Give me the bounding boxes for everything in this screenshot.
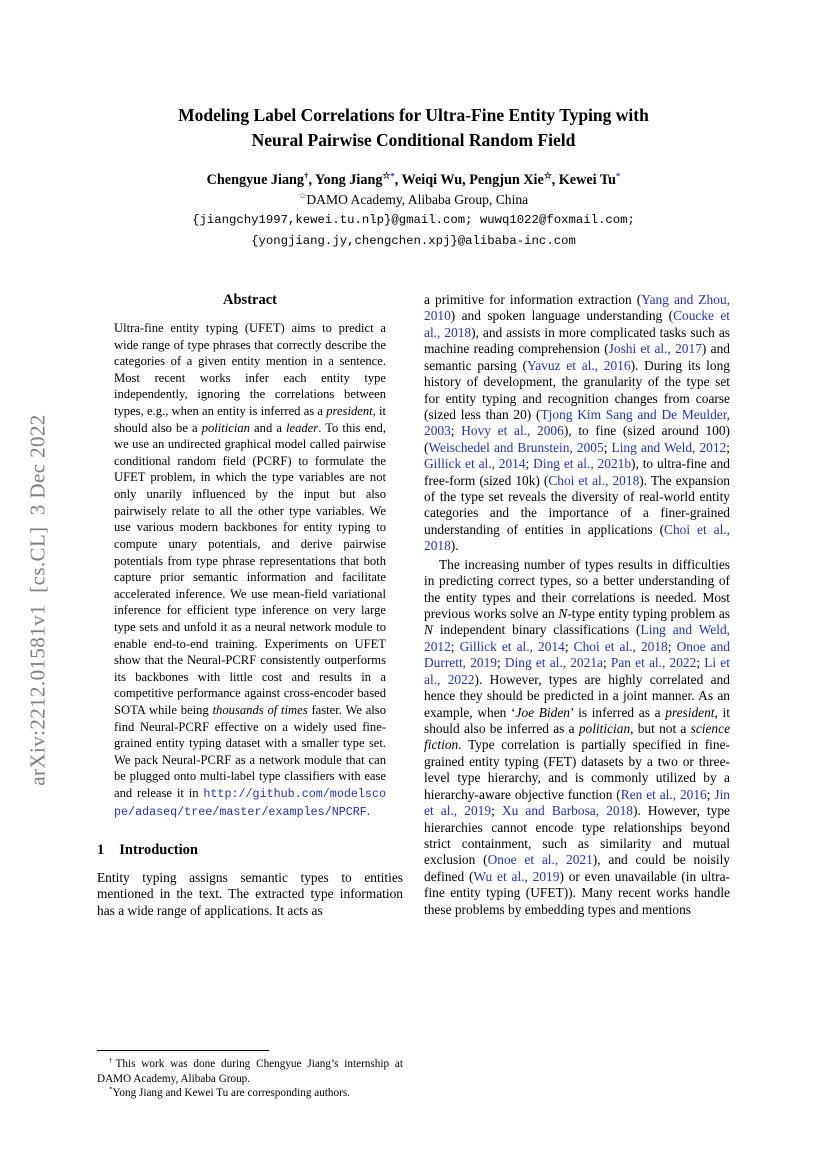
text-segment: ; <box>564 638 574 654</box>
abstract-body <box>114 320 386 820</box>
text-segment: ) and semantic parsing ( <box>424 341 730 373</box>
text-segment: ; <box>496 655 505 671</box>
text-segment: ) or even unavailable (in ultra-fine entity typing (UFET)). Many recent works handle these problems by embedding types and mentions <box>424 868 730 917</box>
affiliation-line <box>97 192 730 208</box>
text-segment: , <box>551 171 559 188</box>
arxiv-watermark: arXiv:2212.01581v1 [cs.CL] 3 Dec 2022 <box>25 414 50 786</box>
text-segment: Weiqi Wu <box>401 171 463 188</box>
text-segment: ). During its long history of development, the granularity of the type set for entity typing and recognition changes from coarse (sized less than 20) ( <box>424 357 730 422</box>
text-segment: and a <box>249 420 286 435</box>
text-segment: Joe Biden <box>515 704 570 720</box>
text-segment: ’ is inferred as a <box>569 704 666 720</box>
abstract-section <box>97 292 403 820</box>
citation-link[interactable]: Gillick et al., 2014 <box>424 456 526 472</box>
text-segment: president <box>665 704 715 720</box>
citation-link[interactable]: Weischedel and Brunstein, 2005 <box>428 439 604 455</box>
abstract-heading: Abstract <box>223 292 277 308</box>
citation-link[interactable]: Ding et al., 2021b <box>533 456 632 472</box>
text-segment: , it should also be a <box>114 404 386 435</box>
title-line: Modeling Label Correlations for Ultra-Fine Entity Typing with <box>178 105 649 125</box>
left-column <box>97 292 403 919</box>
text-segment: ; <box>602 655 611 671</box>
paper-header <box>97 103 730 251</box>
email-line-2: {yongjiang.jy,chengchen.xpj}@alibaba-inc.com <box>251 233 576 248</box>
paper-title <box>97 103 730 153</box>
text-segment: Kewei Tu <box>558 171 616 188</box>
citation-link[interactable]: Yang and Zhou, 2010 <box>424 292 730 324</box>
text-segment: a primitive for information extraction ( <box>424 292 642 307</box>
authors-line <box>97 169 730 189</box>
citation-link[interactable]: Hovy et al., 2006 <box>461 423 564 439</box>
text-segment: ; <box>696 655 705 671</box>
title-line: Neural Pairwise Conditional Random Field <box>251 129 576 150</box>
citation-link[interactable]: Tjong Kim Sang and De Meulder, 2003 <box>424 406 730 439</box>
text-segment: science fiction <box>424 720 731 753</box>
citation-link[interactable]: Yavuz et al., 2016 <box>526 357 631 373</box>
intro-paragraph: Entity typing assigns semantic types to entities mentioned in the text. The extracted type information has a wide range of applications. It acts as <box>97 870 403 918</box>
footnote <box>97 1086 403 1101</box>
text-segment: ; <box>667 638 677 654</box>
email-line-1: {jiangchy1997,kewei.tu.nlp}@gmail.com; wuwq1022@foxmail.com; <box>192 212 635 227</box>
text-segment: The increasing number of types results in difficulties in predicting correct types, so a better understanding of the entity types and their correlations is needed. Most previous works solve an <box>424 556 730 622</box>
citation-link[interactable]: Xu and Barbosa, 2018 <box>501 803 633 819</box>
text-segment: N <box>424 622 433 638</box>
text-segment: Pengjun Xie <box>469 171 544 188</box>
citation-link[interactable]: * <box>390 169 395 180</box>
email-block <box>97 210 730 252</box>
text-segment: , <box>462 171 470 188</box>
citation-link[interactable]: Wu et al., 2019 <box>473 868 560 884</box>
citation-link[interactable]: Onoe and Durrett, 2019 <box>424 638 731 671</box>
text-segment: This work was done during Chengyue Jiang’s internship at DAMO Academy, Alibaba Group. <box>97 1058 403 1085</box>
text-segment: † <box>109 1056 116 1065</box>
citation-link[interactable]: * <box>615 169 621 180</box>
text-segment: N <box>558 606 568 622</box>
text-segment: ). The expansion of the type set reveals the diversity of real-world entity categories and the importance of a finer-grained understanding of entities in applications ( <box>424 472 730 537</box>
citation-link[interactable]: Joshi et al., 2017 <box>608 341 702 357</box>
text-segment: , but not a <box>630 720 691 736</box>
citation-link[interactable]: Ling and Weld, 2012 <box>424 622 730 654</box>
text-segment: Yong Jiang <box>315 171 383 188</box>
text-segment: politician <box>578 720 631 736</box>
text-segment: ; <box>450 423 462 439</box>
citation-link[interactable]: Li et al., 2022 <box>424 655 730 687</box>
body-paragraph <box>424 557 730 918</box>
footnotes <box>97 1050 403 1101</box>
text-segment: Yong Jiang and Kewei Tu are corresponding authors. <box>112 1087 350 1100</box>
body-paragraph <box>424 292 730 555</box>
text-segment: ; <box>450 638 460 654</box>
text-segment: ). However, types are highly correlated and hence they should be predicted in a joint manner. As an example, when ‘ <box>424 671 730 720</box>
section-title: Introduction <box>119 842 198 858</box>
text-segment: ☆ <box>543 169 552 180</box>
citation-link[interactable]: Coucke et al., 2018 <box>424 308 731 340</box>
text-segment: leader <box>286 420 319 435</box>
text-segment: . Type correlation is partially specified in fine-grained entity typing (FET) datasets by a two or three-level type hierarchy, and is commonly utilized by a hierarchy-aware objective function ( <box>424 737 730 802</box>
text-segment: politician <box>201 420 250 435</box>
citation-link[interactable]: Onoe et al., 2021 <box>487 852 593 868</box>
text-segment: , <box>308 171 316 188</box>
right-column <box>424 292 730 918</box>
text-segment: ; <box>491 803 502 819</box>
citation-link[interactable]: Gillick et al., 2014 <box>459 638 565 654</box>
section-heading-introduction <box>97 842 403 859</box>
text-segment: ), and assists in more complicated tasks such as machine reading comprehension ( <box>424 324 730 357</box>
citation-link[interactable]: Choi et al., 2018 <box>573 638 668 654</box>
citation-link[interactable]: Ling and Weld, 2012 <box>611 439 727 455</box>
text-segment: ), to ultra-fine and free-form (sized 10k) ( <box>424 456 730 488</box>
citation-link[interactable]: Pan et al., 2022 <box>610 655 697 671</box>
citation-link[interactable]: Choi et al., 2018 <box>548 472 640 488</box>
text-segment: thousands of times <box>212 703 308 718</box>
text-segment: † <box>304 169 309 180</box>
text-segment: , <box>394 171 402 188</box>
text-segment: Ultra-fine entity typing (UFET) aims to predict a wide range of type phrases that correctly describe the categories of a given entity mention in a sentence. Most recent works infer each entity type independently, ignoring the correlations between types, e.g., when an entity is inferred as a <box>114 321 386 419</box>
text-segment: ; <box>525 456 534 472</box>
text-segment: ). <box>450 538 459 554</box>
text-segment: ; <box>603 439 612 455</box>
text-segment: ), to fine (sized around 100) ( <box>424 423 731 455</box>
text-segment: ; <box>726 439 730 455</box>
text-segment: ) and spoken language understanding ( <box>450 308 674 324</box>
text-segment: president <box>326 404 373 419</box>
footnote <box>97 1057 403 1086</box>
text-segment: ), and could be noisily defined ( <box>424 852 730 884</box>
text-segment: . To this end, we use an undirected graphical model called pairwise conditional random field (PCRF) to formulate the UFET problem, in which the type variables are not only unarily influenced by the input but also pairwisely relate to all the other type variables. We use various modern backbones for entity typing to compute unary potentials, and derive pairwise potentials from type phrase representations that both capture prior semantic information and facilitate accelerated inference. We use mean-field variational inference for efficient type inference on very large type sets and unfold it as a neural network module to enable end-to-end training. Experiments on UFET show that the Neural-PCRF consistently outperforms its backbones with little cost and results in a competitive performance against cross-encoder based SOTA while being <box>114 420 386 718</box>
citation-link[interactable]: Ren et al., 2016 <box>620 786 707 802</box>
text-segment: independent binary classifications ( <box>432 622 641 638</box>
text-segment: faster. We also find Neural-PCRF effective on a widely used fine-grained entity typing dataset with a smaller type set. We pack Neural-PCRF as a network module that can be plugged onto multi-label type classifiers with ease and release it in <box>114 703 386 801</box>
url-link[interactable]: http://github.com/modelscope/adaseq/tree/master/examples/NPCRF <box>114 787 386 819</box>
text-segment: ☆ <box>382 169 391 180</box>
text-segment: , it should also be inferred as a <box>424 704 730 736</box>
citation-link[interactable]: Jin et al., 2019 <box>424 786 730 819</box>
section-number: 1 <box>97 842 105 858</box>
text-segment: . <box>366 803 370 818</box>
text-segment: DAMO Academy, Alibaba Group, China <box>306 191 529 207</box>
text-segment: -type entity typing problem as <box>567 606 730 622</box>
citation-link[interactable]: Choi et al., 2018 <box>424 521 730 554</box>
text-segment: ☆ <box>298 190 307 201</box>
text-segment: ). However, type hierarchies cannot encode type relationships beyond strict containment, such as similarity and mutual exclusion ( <box>424 803 730 868</box>
citation-link[interactable]: Ding et al., 2021a <box>504 655 603 671</box>
footnote-rule <box>97 1050 269 1051</box>
text-segment: * <box>109 1085 113 1094</box>
text-segment: Chengyue Jiang <box>206 171 305 188</box>
text-segment: ; <box>706 786 715 802</box>
